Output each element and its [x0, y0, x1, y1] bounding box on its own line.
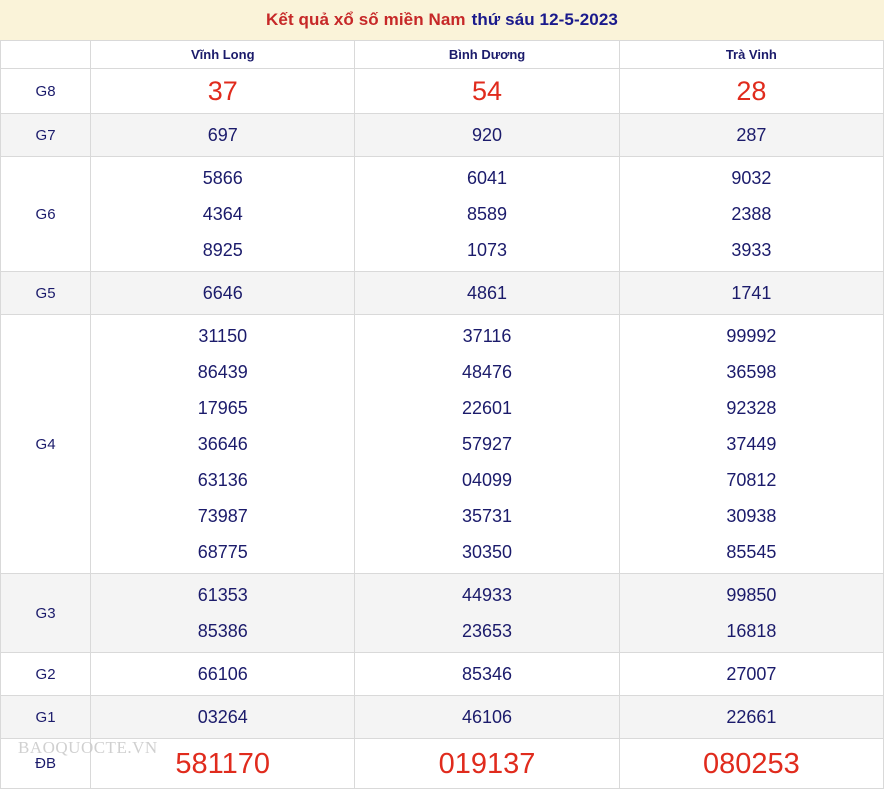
- prize-cell-G6-Bình Dương: [355, 157, 619, 272]
- page-title: Kết quả xổ số miền Nam: [266, 10, 466, 29]
- prize-number: 17965: [197, 398, 248, 418]
- prize-cell-G2-Bình Dương: 85346: [355, 653, 619, 696]
- watermark: BAOQUOCTE.VN: [18, 738, 158, 757]
- prize-number: 8925: [202, 240, 243, 260]
- prize-cell-G5-Trà Vinh: 1741: [619, 272, 883, 315]
- prize-number: 85545: [726, 542, 777, 562]
- table-body: [1, 41, 884, 789]
- prize-number: 68775: [197, 542, 248, 562]
- prize-label-G4: G4: [1, 315, 91, 574]
- table-row: [1, 69, 884, 114]
- prize-cell-G2-Trà Vinh: 27007: [619, 653, 883, 696]
- result-date: thứ sáu 12-5-2023: [471, 10, 618, 29]
- prize-cell-G6-Vĩnh Long: [91, 157, 355, 272]
- prize-cell-G1-Vĩnh Long: 03264: [91, 696, 355, 739]
- table-corner-cell: [1, 41, 91, 69]
- prize-label-G6: G6: [1, 157, 91, 272]
- prize-label-ĐB: ĐB: [1, 739, 91, 789]
- province-header-1[interactable]: Vĩnh Long: [91, 41, 355, 69]
- table-row: [1, 157, 884, 272]
- prize-number: 99850: [726, 585, 777, 605]
- prize-number: 44933: [462, 585, 513, 605]
- table-row: [1, 696, 884, 739]
- table-header-row: [1, 41, 884, 69]
- table-row: [1, 272, 884, 315]
- prize-number: 48476: [462, 362, 513, 382]
- table-row: [1, 574, 884, 653]
- prize-cell-G3-Bình Dương: [355, 574, 619, 653]
- prize-number: 16818: [726, 621, 777, 641]
- prize-number: 35731: [462, 506, 513, 526]
- prize-number: 04099: [462, 470, 513, 490]
- prize-number: 85386: [197, 621, 248, 641]
- table-row: [1, 739, 884, 789]
- prize-number: 92328: [726, 398, 777, 418]
- prize-number: 1073: [467, 240, 508, 260]
- prize-cell-G4-Bình Dương: [355, 315, 619, 574]
- prize-cell-G1-Trà Vinh: 22661: [619, 696, 883, 739]
- prize-label-G7: G7: [1, 114, 91, 157]
- prize-cell-G3-Vĩnh Long: [91, 574, 355, 653]
- prize-cell-G8-Vĩnh Long: 37: [91, 69, 355, 114]
- prize-label-G2: G2: [1, 653, 91, 696]
- prize-cell-G3-Trà Vinh: [619, 574, 883, 653]
- prize-number: 30350: [462, 542, 513, 562]
- prize-cell-G5-Bình Dương: 4861: [355, 272, 619, 315]
- prize-number: 2388: [731, 204, 772, 224]
- prize-cell-G2-Vĩnh Long: 66106: [91, 653, 355, 696]
- prize-cell-G8-Trà Vinh: 28: [619, 69, 883, 114]
- prize-number: 9032: [731, 168, 772, 188]
- prize-number: 70812: [726, 470, 777, 490]
- prize-number: 6041: [467, 168, 508, 188]
- prize-label-G1: G1: [1, 696, 91, 739]
- prize-cell-G7-Vĩnh Long: 697: [91, 114, 355, 157]
- prize-cell-G4-Vĩnh Long: [91, 315, 355, 574]
- prize-number: 8589: [467, 204, 508, 224]
- header-text: [266, 10, 618, 30]
- prize-cell-G5-Vĩnh Long: 6646: [91, 272, 355, 315]
- prize-cell-ĐB-Vĩnh Long: 581170: [91, 739, 355, 789]
- prize-number: 99992: [726, 326, 777, 346]
- province-header-3[interactable]: Trà Vinh: [619, 41, 883, 69]
- prize-cell-ĐB-Trà Vinh: 080253: [619, 739, 883, 789]
- prize-number: 30938: [726, 506, 777, 526]
- prize-number: 22601: [462, 398, 513, 418]
- prize-number: 86439: [197, 362, 248, 382]
- prize-number: 36598: [726, 362, 777, 382]
- prize-number: 37449: [726, 434, 777, 454]
- prize-number: 4364: [202, 204, 243, 224]
- prize-number: 23653: [462, 621, 513, 641]
- prize-number: 63136: [197, 470, 248, 490]
- prize-number: 73987: [197, 506, 248, 526]
- lottery-result-table: [0, 40, 884, 789]
- prize-label-G3: G3: [1, 574, 91, 653]
- prize-cell-G4-Trà Vinh: [619, 315, 883, 574]
- prize-number: 5866: [202, 168, 243, 188]
- table-row: [1, 114, 884, 157]
- prize-label-G8: G8: [1, 69, 91, 114]
- prize-number: 61353: [197, 585, 248, 605]
- prize-number: 31150: [198, 326, 248, 346]
- prize-number: 37116: [462, 326, 512, 346]
- prize-label-G5: G5: [1, 272, 91, 315]
- prize-number: 36646: [197, 434, 248, 454]
- prize-cell-G6-Trà Vinh: [619, 157, 883, 272]
- prize-cell-ĐB-Bình Dương: 019137: [355, 739, 619, 789]
- table-row: [1, 315, 884, 574]
- prize-cell-G7-Bình Dương: 920: [355, 114, 619, 157]
- page-header: [0, 0, 884, 40]
- province-header-2[interactable]: Bình Dương: [355, 41, 619, 69]
- prize-cell-G7-Trà Vinh: 287: [619, 114, 883, 157]
- prize-number: 57927: [462, 434, 513, 454]
- prize-number: 3933: [731, 240, 772, 260]
- table-row: [1, 653, 884, 696]
- prize-cell-G8-Bình Dương: 54: [355, 69, 619, 114]
- prize-cell-G1-Bình Dương: 46106: [355, 696, 619, 739]
